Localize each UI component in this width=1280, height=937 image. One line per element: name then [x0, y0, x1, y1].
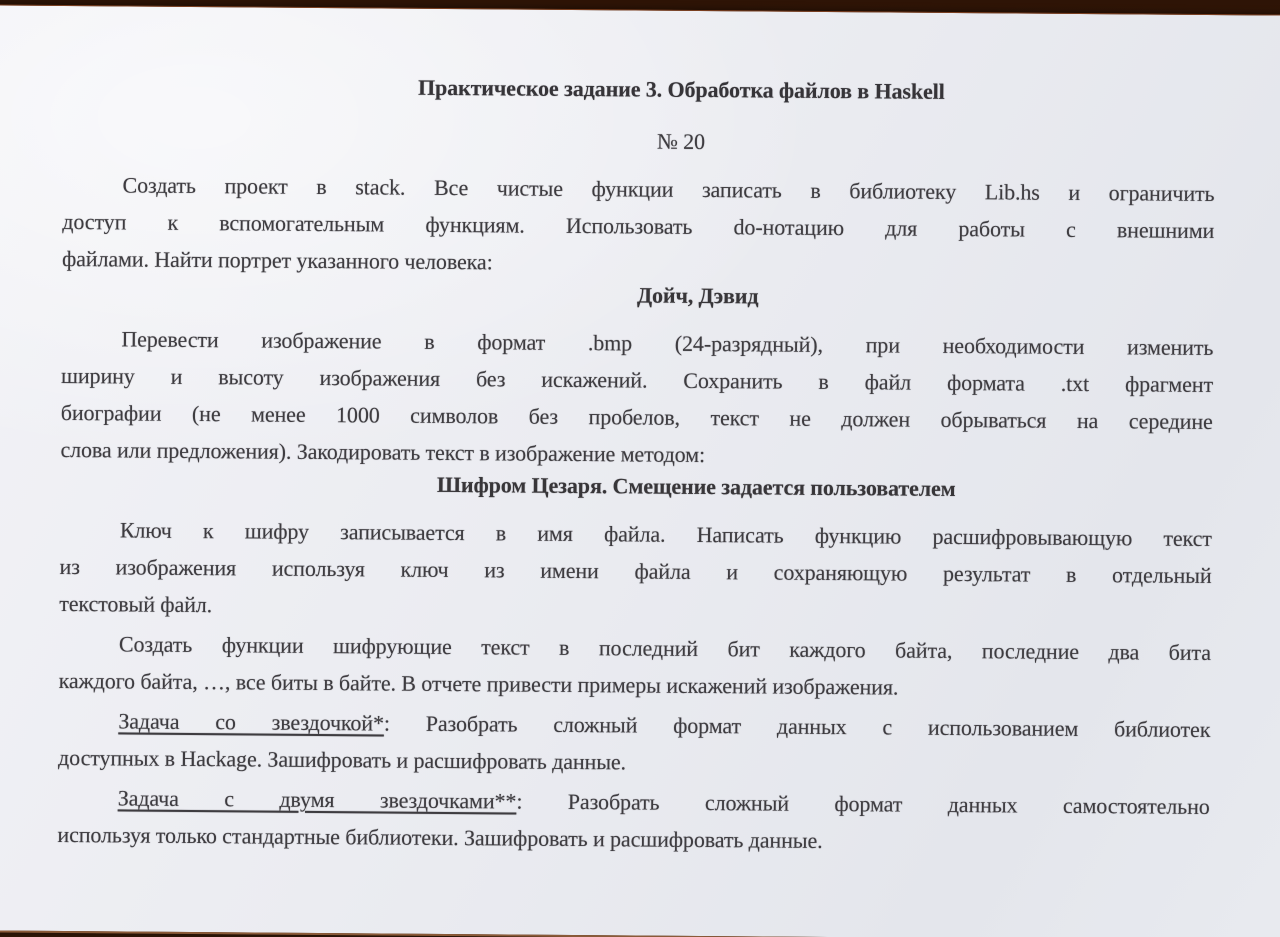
section-heading: Шифром Цезаря. Смещение задается пользователем: [436, 471, 956, 501]
document-title: Практическое задание 3. Обработка файлов в Haskell: [417, 74, 945, 104]
paragraph: [60, 320, 1213, 477]
text-line: доступ к вспомогательным функциям. Использовать do-нотацию для работы с внешними: [62, 208, 1215, 244]
document-content: [57, 71, 1215, 862]
text-line: Задача со звездочкой*: Разобрать сложный формат данных с использованием библиотек: [118, 708, 1211, 742]
text-line: Перевести изображение в формат .bmp (24-разрядный), при необходимости изменить: [121, 326, 1214, 361]
text-line: каждого байта, …, все биты в байте. В отчете привести примеры искажений изображения.: [58, 667, 899, 700]
text-line: Создать проект в stack. Все чистые функции записать в библиотеку Lib.hs и ограничить: [122, 172, 1215, 207]
text-line: Ключ к шифру записывается в имя файла. Написать функцию расшифровывающую текст: [119, 517, 1212, 552]
text-line: слова или предложения). Закодировать текст в изображение методом:: [60, 436, 706, 468]
text-line: из изображения используя ключ из имени файла и сохраняющую результат в отдельный: [59, 553, 1212, 589]
text-line: ширину и высоту изображения без искажений. Сохранить в файл формата .txt фрагмент: [60, 362, 1214, 398]
text-line: биографии (не менее 1000 символов без пробелов, текст не должен обрываться на середине: [60, 399, 1213, 435]
text-line: используя только стандартные библиотеки. Зашифровать и расшифровать данные.: [57, 821, 823, 853]
document-body: [57, 166, 1214, 862]
text-line: текстовый файл.: [59, 590, 213, 618]
paragraph: [59, 625, 1212, 708]
paragraph: [62, 166, 1215, 286]
paragraph: [58, 702, 1211, 785]
text-line: Создать функции шифрующие текст в последний бит каждого байта, последние два бита: [118, 631, 1212, 666]
text-line: доступных в Hackage. Зашифровать и расшифровать данные.: [57, 744, 627, 775]
paragraph: [57, 779, 1210, 862]
text-line: Задача с двумя звездочками**: Разобрать сложный формат данных самостоятельно: [117, 785, 1210, 819]
underlined-phrase: Задача со звездочкой*: [118, 708, 385, 736]
underlined-phrase: Задача с двумя звездочками**: [117, 785, 517, 814]
paper-sheet: [0, 4, 1280, 937]
paragraph: [59, 511, 1212, 631]
assignment-number: № 20: [656, 128, 706, 155]
section-heading: Дойч, Дэвид: [636, 282, 759, 309]
text-line: файлами. Найти портрет указанного человека:: [61, 245, 493, 275]
